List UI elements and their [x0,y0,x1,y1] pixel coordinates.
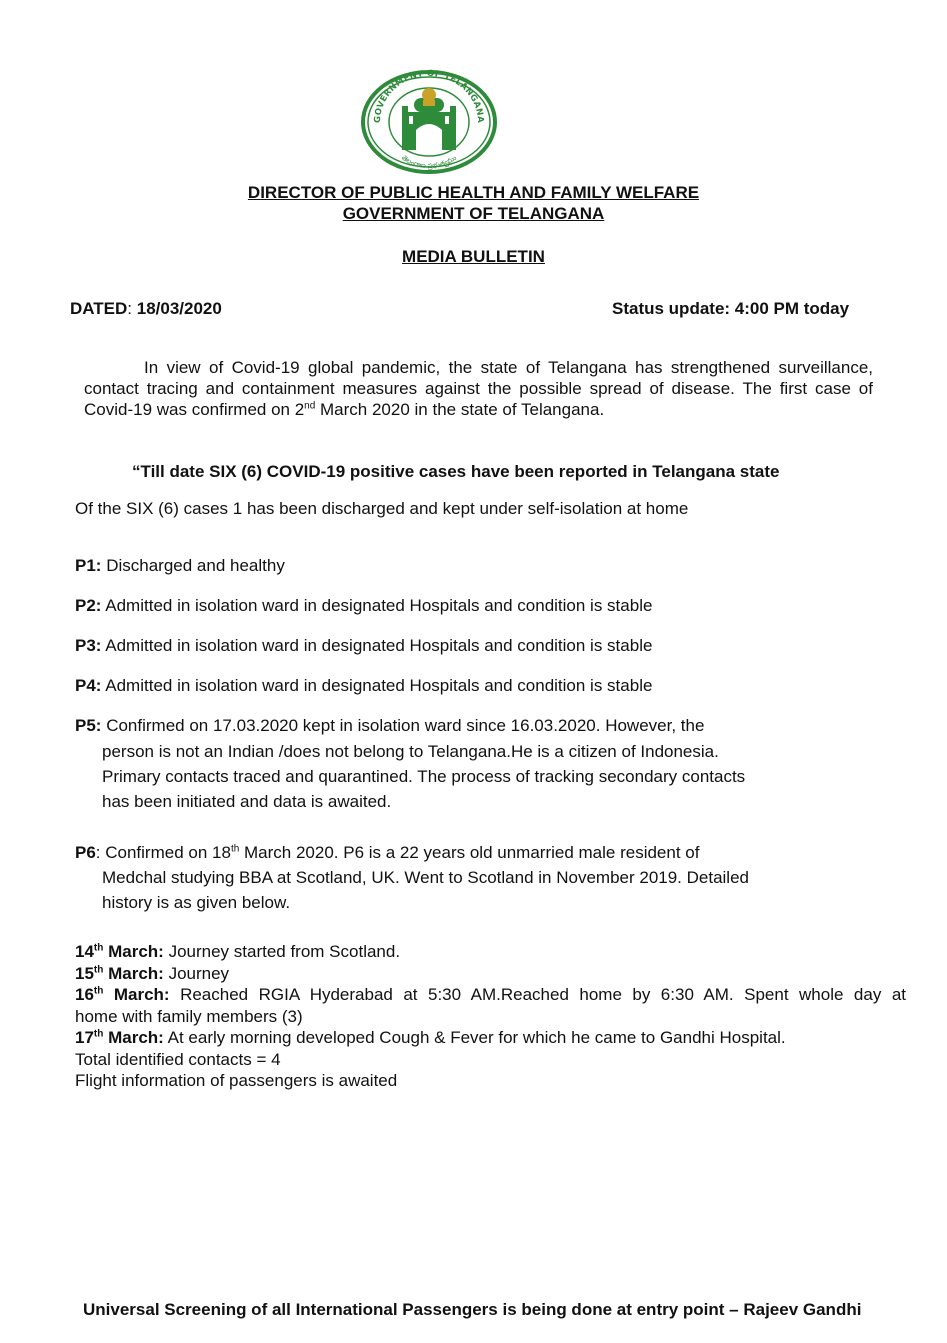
p6-line-1-pre: : Confirmed on 18 [95,843,231,862]
patient-p5-line-1 [75,715,704,736]
patient-p1 [75,555,285,576]
d17-text: At early morning developed Cough & Fever for which he came to Gandhi Hospital. [163,1028,786,1047]
d16-day: 16th March: [75,985,170,1004]
intro-paragraph [84,357,873,420]
header-line-2: GOVERNMENT OF TELANGANA [342,204,605,223]
dated-value: 18/03/2020 [136,299,222,318]
footer-note: Universal Screening of all International Passengers is being done at entry point – Rajeev Gandhi [83,1300,862,1319]
media-bulletin-title: MEDIA BULLETIN [402,247,545,266]
p5-line-1-text: Confirmed on 17.03.2020 kept in isolation ward since 16.03.2020. However, the [106,716,705,735]
patient-p5-line-4: has been initiated and data is awaited. [102,792,392,811]
p6-label: P6 [75,843,96,862]
p3-label: P3: [75,636,102,655]
summary: Of the SIX (6) cases 1 has been discharged and kept under self-isolation at home [75,499,689,518]
history-16-march [75,984,906,1005]
patient-p2 [75,595,652,616]
p3-text: Admitted in isolation ward in designated Hospitals and condition is stable [105,636,653,655]
history-15-march [75,963,229,984]
headline: “Till date SIX (6) COVID-19 positive cases have been reported in Telangana state [132,462,780,481]
svg-text:తెలంగాణ ప్రభుత్వము: తెలంగాణ ప్రభుత్వము [400,153,458,171]
d15-text: Journey [163,964,230,983]
p4-text: Admitted in isolation ward in designated Hospitals and condition is stable [105,676,653,695]
p2-text: Admitted in isolation ward in designated Hospitals and condition is stable [105,596,653,615]
p4-label: P4: [75,676,102,695]
patient-p6-line-1 [75,842,699,863]
p5-label: P5: [75,716,102,735]
intro-part-2: March 2020 in the state of Telangana. [315,400,605,419]
p1-text: Discharged and healthy [106,556,285,575]
p1-label: P1: [75,556,102,575]
svg-text:GOVERNMENT OF TELANGANA: GOVERNMENT OF TELANGANA [372,68,486,124]
dated-separator: : [127,299,137,318]
p2-label: P2: [75,596,102,615]
patient-p4 [75,675,652,696]
intro-part-1: In view of Covid-19 global pandemic, the state of Telangana has strengthened surveillance, contact tracing and containment measures against the possible spread of disease. The first case of Covid-19 was confirmed on 2 [84,358,873,419]
p6-line-1-post: March 2020. P6 is a 22 years old unmarried male resident of [239,843,700,862]
history-17-march [75,1027,786,1048]
d14-day: 14th March: [75,942,164,961]
d16-text: Reached RGIA Hyderabad at 5:30 AM.Reached home by 6:30 AM. Spent whole day at [180,985,906,1004]
patient-p5-line-3: Primary contacts traced and quarantined. The process of tracking secondary contacts [102,767,746,786]
dated-label: DATED [70,299,128,318]
intro-sup: nd [304,400,316,412]
total-contacts: Total identified contacts = 4 [75,1050,281,1069]
d15-day: 15th March: [75,964,164,983]
d14-text: Journey started from Scotland. [163,942,401,961]
patient-p3 [75,635,652,656]
history-16-march-cont: home with family members (3) [75,1007,303,1026]
flight-info: Flight information of passengers is awaited [75,1071,398,1090]
patient-p6-line-3: history is as given below. [102,893,291,912]
history-14-march [75,941,400,962]
patient-p6-line-2: Medchal studying BBA at Scotland, UK. Went to Scotland in November 2019. Detailed [102,868,749,887]
d17-day: 17th March: [75,1028,164,1047]
dated [70,298,222,319]
government-emblem [358,68,500,176]
p6-sup: th [230,843,240,855]
patient-p5-line-2: person is not an Indian /does not belong to Telangana.He is a citizen of Indonesia. [102,742,719,761]
status-update: Status update: 4:00 PM today [612,299,850,318]
header-line-1: DIRECTOR OF PUBLIC HEALTH AND FAMILY WELFARE [247,183,700,202]
